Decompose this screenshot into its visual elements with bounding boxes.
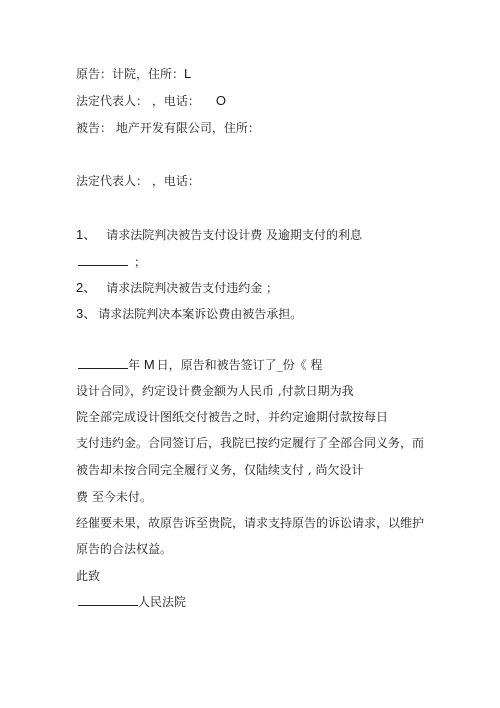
claim-2 <box>76 280 278 296</box>
claim-1-tail: ； <box>134 255 147 269</box>
claim-1 <box>76 227 362 243</box>
plaintiff-suffix: L <box>184 66 192 81</box>
defendant-rep-text: 法定代表人： ，电话： <box>76 174 200 188</box>
facts-line-3-text: 院全部完成设计图纸交付被告之时，并约定逾期付款按每日 <box>76 410 389 424</box>
claim-2-number: 2、 <box>76 280 97 295</box>
defendant-rep-line <box>76 173 200 189</box>
claim-1-continuation <box>78 254 146 270</box>
facts-year: 年 <box>128 358 144 372</box>
defendant-line <box>76 120 260 136</box>
facts-line-8-text: 原告的合法权益。 <box>76 542 173 556</box>
salutation <box>76 568 100 584</box>
facts-mark: M <box>143 357 155 372</box>
facts-line-2-text: 设计合同》，约定设计费金额为人民币 ,付款日期为我 <box>76 384 354 398</box>
facts-line-7-text: 经催要未果，故原告诉至贵院，请求支持原告的诉讼请求，以维护 <box>76 516 425 530</box>
blank-line <box>78 357 128 369</box>
facts-line-7 <box>76 515 424 531</box>
facts-line-1 <box>78 357 323 373</box>
claim-3-number: 3、 <box>76 306 97 321</box>
claim-3-text: 请求法院判决本案诉讼费由被告承担。 <box>98 307 303 321</box>
facts-line-2 <box>76 383 354 399</box>
claim-3 <box>76 306 302 322</box>
blank-line <box>78 254 128 266</box>
facts-line-6-text: 费 至今未付。 <box>76 490 152 504</box>
claim-1-number: 1、 <box>76 227 97 242</box>
blank-line <box>78 594 138 606</box>
plaintiff-rep-text: 法定代表人： ，电话： <box>76 94 200 108</box>
plaintiff-text: 原告：计院，住所： <box>76 67 185 81</box>
facts-line-1-text: 日，原告和被告签订了_份《 程 <box>156 358 323 372</box>
facts-line-8 <box>76 541 172 557</box>
defendant-text: 被告： 地产开发有限公司，住所： <box>76 121 260 135</box>
plaintiff-rep-suffix: O <box>215 93 226 108</box>
facts-line-4-text: 支付违约金。合同签订后，我院已按约定履行了全部合同义务，而 <box>76 436 425 450</box>
plaintiff-line <box>76 66 191 82</box>
court-text: 人民法院 <box>138 595 187 609</box>
facts-line-3 <box>76 409 388 425</box>
court-line <box>78 594 186 610</box>
facts-line-5 <box>76 462 363 478</box>
plaintiff-rep-line <box>76 93 226 109</box>
facts-line-4 <box>76 435 424 451</box>
facts-line-6 <box>76 489 152 505</box>
claim-1-text: 请求法院判决被告支付设计费 及逾期支付的利息 <box>106 228 363 242</box>
salutation-text: 此致 <box>76 569 101 583</box>
claim-2-text: 请求法院判决被告支付违约金 ； <box>106 281 279 295</box>
facts-line-5-text: 被告却未按合同完全履行义务，仅陆续支付 , 尚欠设计 <box>76 463 364 477</box>
